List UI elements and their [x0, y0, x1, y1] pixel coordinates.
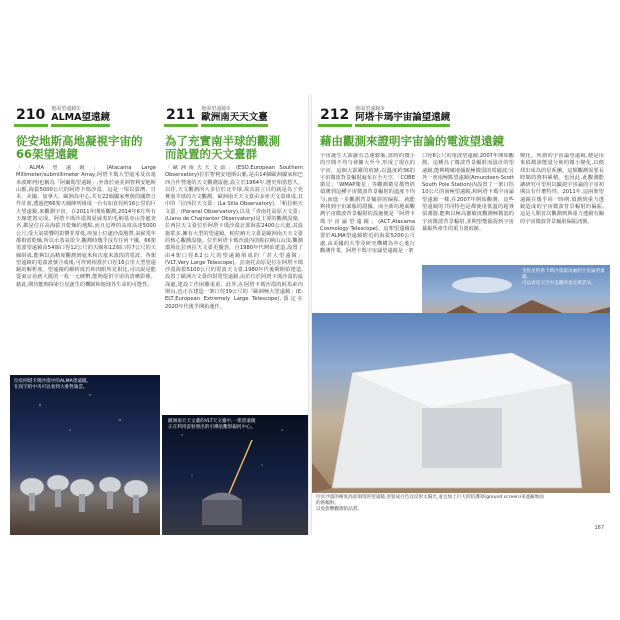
right-page [312, 95, 610, 535]
page-number-right: 167 [594, 525, 604, 531]
caption-line: 位於阿塔卡瑪沙漠中的ALMA望遠鏡。 [14, 379, 92, 384]
act-telescope-illustration [312, 313, 610, 493]
section-title: 歐洲南天天文臺 [201, 112, 268, 123]
caption-line: 在夜空的中央可以看到大麥哲倫雲。 [14, 385, 88, 390]
section-211-headline [165, 135, 305, 161]
section-kicker: 地面望遠鏡① [51, 106, 81, 112]
alma-caption [14, 379, 91, 391]
headline-line: 66架望遠鏡 [16, 147, 79, 161]
act-caption [316, 495, 546, 513]
caption-line: 可以看見天空中美麗的星光與雲朵。 [522, 281, 596, 286]
section-212-body-col1: 宇宙誕生大霹靂有急速膨脹,當時的微小的空間不均勻會擴大至今,形成了現在的宇宙。這個大霹靂的痕跡,以溫度約3K的宇宙微波背景輻射遍布在全天空。「COBE衛星」「WMAP衛星」等觀測衛星都曾經偵測到這種宇宙微波背景輻射的溫度不均勻,而進一步觀測背景輻射的偏振、就能夠找到宇宙暴脹的證據。而全新的地面觀測宇宙微波背景輻射的設施便是「阿塔卡瑪宇宙論望遠鏡」(ACT,Atacama Cosmology Telescope)。這架望遠鏡設置於ALMA望遠鏡附近的海拔5200公尺處,由美國的大學及研究機構為中心進行觀測作業。阿塔卡瑪宇宙論望遠鏡是一架 [320, 153, 415, 254]
section-211-header [164, 103, 268, 127]
section-210-header [14, 103, 110, 127]
section-211-body: 「歐洲南天天文臺」(ESO,European Southern Observatory)位於智利安地斯山脈,是由14個歐洲國家和巴西合作營運的天文觀測設施,設立於1964年,歷史相當悠久。以往,天文觀測所大多位於北半球,故其設立目的就是為了充實南半球的天文觀測。歐洲南天天文臺由多座天文臺組成,其中的「拉西拉天文臺」(La Silla Observatory)、「帕拉納天文臺」(Paranal Observatory),以及「查南托高原天文臺」(Llano de Chajnantor Observatory)是主要的觀測設施。拉西拉天文臺位於阿塔卡瑪沙漠北部海拔2400公尺處,其設施眾多,擁有大型的望遠鏡。帕拉納天文臺是歐洲南天天文臺的核心觀測設施。位於阿塔卡瑪沙漠內的帕拉納山山頂,觀測環境比拉西拉天文臺更優異。自1980年代開始建造,設置了由4架口徑8.2公尺的望遠鏡組成的「甚大望遠鏡」(VLT,Very Large Telescope)。拉南托高原是位在阿塔卡瑪沙漠海拔5100公尺的電波天文臺,1980年代後期開始建造,設置了歐洲天文臺的射電望遠鏡,由於位於阿塔卡瑪沙漠的最深處,建設工作困難重重。此外,在阿塔卡瑪沙漠的阿馬索內斯山,也正在建造一架口徑39公尺的「歐洲極大望遠鏡」(E-ELT,European Extremely Large Telescope),預定在2020年代後半開始運作。 [165, 165, 303, 310]
vlt-photo [162, 415, 308, 535]
act-telescope-photo [312, 313, 610, 493]
section-212-headline: 藉由觀測來證明宇宙論的電波望遠鏡 [320, 134, 504, 148]
caption-line: 正在利用雷射照出的引導星觀察銀河中心。 [168, 425, 256, 430]
section-number: 210 [14, 107, 48, 127]
vlt-illustration [162, 415, 308, 535]
section-kicker: 地面望遠鏡② [201, 106, 231, 112]
section-212-header [318, 103, 450, 127]
caption-line: 位於沙漠的極度高原環境的望遠鏡,塗裝成白色以反射太陽光,並且加上巨大的防護罩(ground screen)來遮蔽地面的熱輻射。 [316, 495, 544, 506]
caption-line: 歐洲南天天文臺的VLT天文臺中,一架望遠鏡 [168, 419, 256, 424]
section-212-body-col3: 變化。所謂的宇宙論望遠鏡,便是用來偵測該能量分佈的微小變化,以便找出成為的星系團。這類觀測需要長時間的資料累積。也因此,此觀測能讓研究可望用以驗證宇宙論的宇宙初期具有什麼特性。2011年,這兩架望遠鏡在幾乎同一時期,偵測到重力透鏡造成的宇宙微波背景輻射的偏振,這是人類首次觀測到與重力透鏡有關的宇宙微波背景輻射偏振訊號。 [520, 153, 604, 225]
section-number: 211 [164, 107, 198, 127]
section-title: ALMA望遠鏡 [51, 112, 110, 123]
section-210-headline [16, 135, 156, 161]
caption-line: 金恆星阿塔卡瑪沙漠最高處的宇宙論望遠鏡, [522, 269, 605, 280]
headline-line: 而設置的天文臺群 [165, 147, 257, 161]
alma-photo [10, 375, 160, 535]
headline-line: 為了充實南半球的觀測 [165, 134, 280, 148]
section-210-body: 「ALMA望遠鏡」(Atacama Large Millimeter/submillimeter Array,阿塔卡瑪大型毫米及次毫米波陣列)也稱為「阿爾瑪望遠鏡」,坐落於南美洲智利安地斯山脈,海拔5000公尺的阿塔卡瑪沙漠。這是一項以臺灣、日本、美國、加拿大、歐洲為中心,共有22個國家參與的國際合作計畫,透過把66架天線陣列組成一台有如直徑約16公里的巨大望遠鏡,來觀測宇宙。在2011年開始觀測,2014年6月所有天線建置完成。阿塔卡瑪沙漠與夏威夷的毛納基亞山等處查名,都是位在高海拔且乾燥的地點,而且這裡的高度高達5000公尺,受大氣影響的影響非常低,再加上位處沙漠地帶,氣候常年都相當乾燥,所以水蒸氣很少,觀測時幾乎沒有任何干擾。66架電波望遠鏡由54個口徑12公尺的天線和12個口徑7公尺的天線組成,能夠以高精度觀測到毫米和次毫米波段的電波。各架望遠鏡的電波訊號合成後,可得到相當於口徑16公里大型望遠鏡的解析度。望遠鏡的解析度若和肉眼所見相比,可以說是能從東京看到大阪的一枚一元硬幣,能夠提供宇宙的清晰影像。藉此,期待能夠探索行星誕生的機制和地球外生命的可能性。 [16, 165, 156, 288]
book-spread [10, 95, 610, 535]
section-title: 阿塔卡瑪宇宙論望遠鏡 [355, 112, 451, 123]
page-number-left: 166 [16, 525, 26, 531]
observatory-building [202, 500, 242, 525]
section-number: 212 [318, 107, 352, 127]
section-212-body-col2: 口徑6公尺的電波望遠鏡,2007年開始觀測。這種為了微波背景輻射而設計的望遠鏡,能夠精確地捕捉極微弱的電磁波;另外一座南極點望遠鏡(Amundsen-Scott South Pole Station)內設置了一架口徑10公尺的南極望遠鏡,和阿塔卡瑪宇宙論望遠鏡一樣,在2007年開始觀測。這些望遠鏡的共同特色是都使用低溫的超導偵測器,能夠以極高靈敏度觀測極微弱的宇宙微波背景輻射,並期望能捕捉到宇宙暴脹所產生的重力波痕跡。 [422, 153, 514, 232]
mountain-caption [522, 269, 606, 287]
section-kicker: 地面望遠鏡③ [355, 106, 385, 112]
headline-line: 從安地斯高地凝視宇宙的 [16, 134, 143, 148]
left-page [10, 95, 308, 535]
caption-line: 以免影響觀測的品質。 [316, 507, 362, 512]
alma-dishes-illustration [10, 375, 160, 535]
vlt-caption [168, 419, 255, 431]
